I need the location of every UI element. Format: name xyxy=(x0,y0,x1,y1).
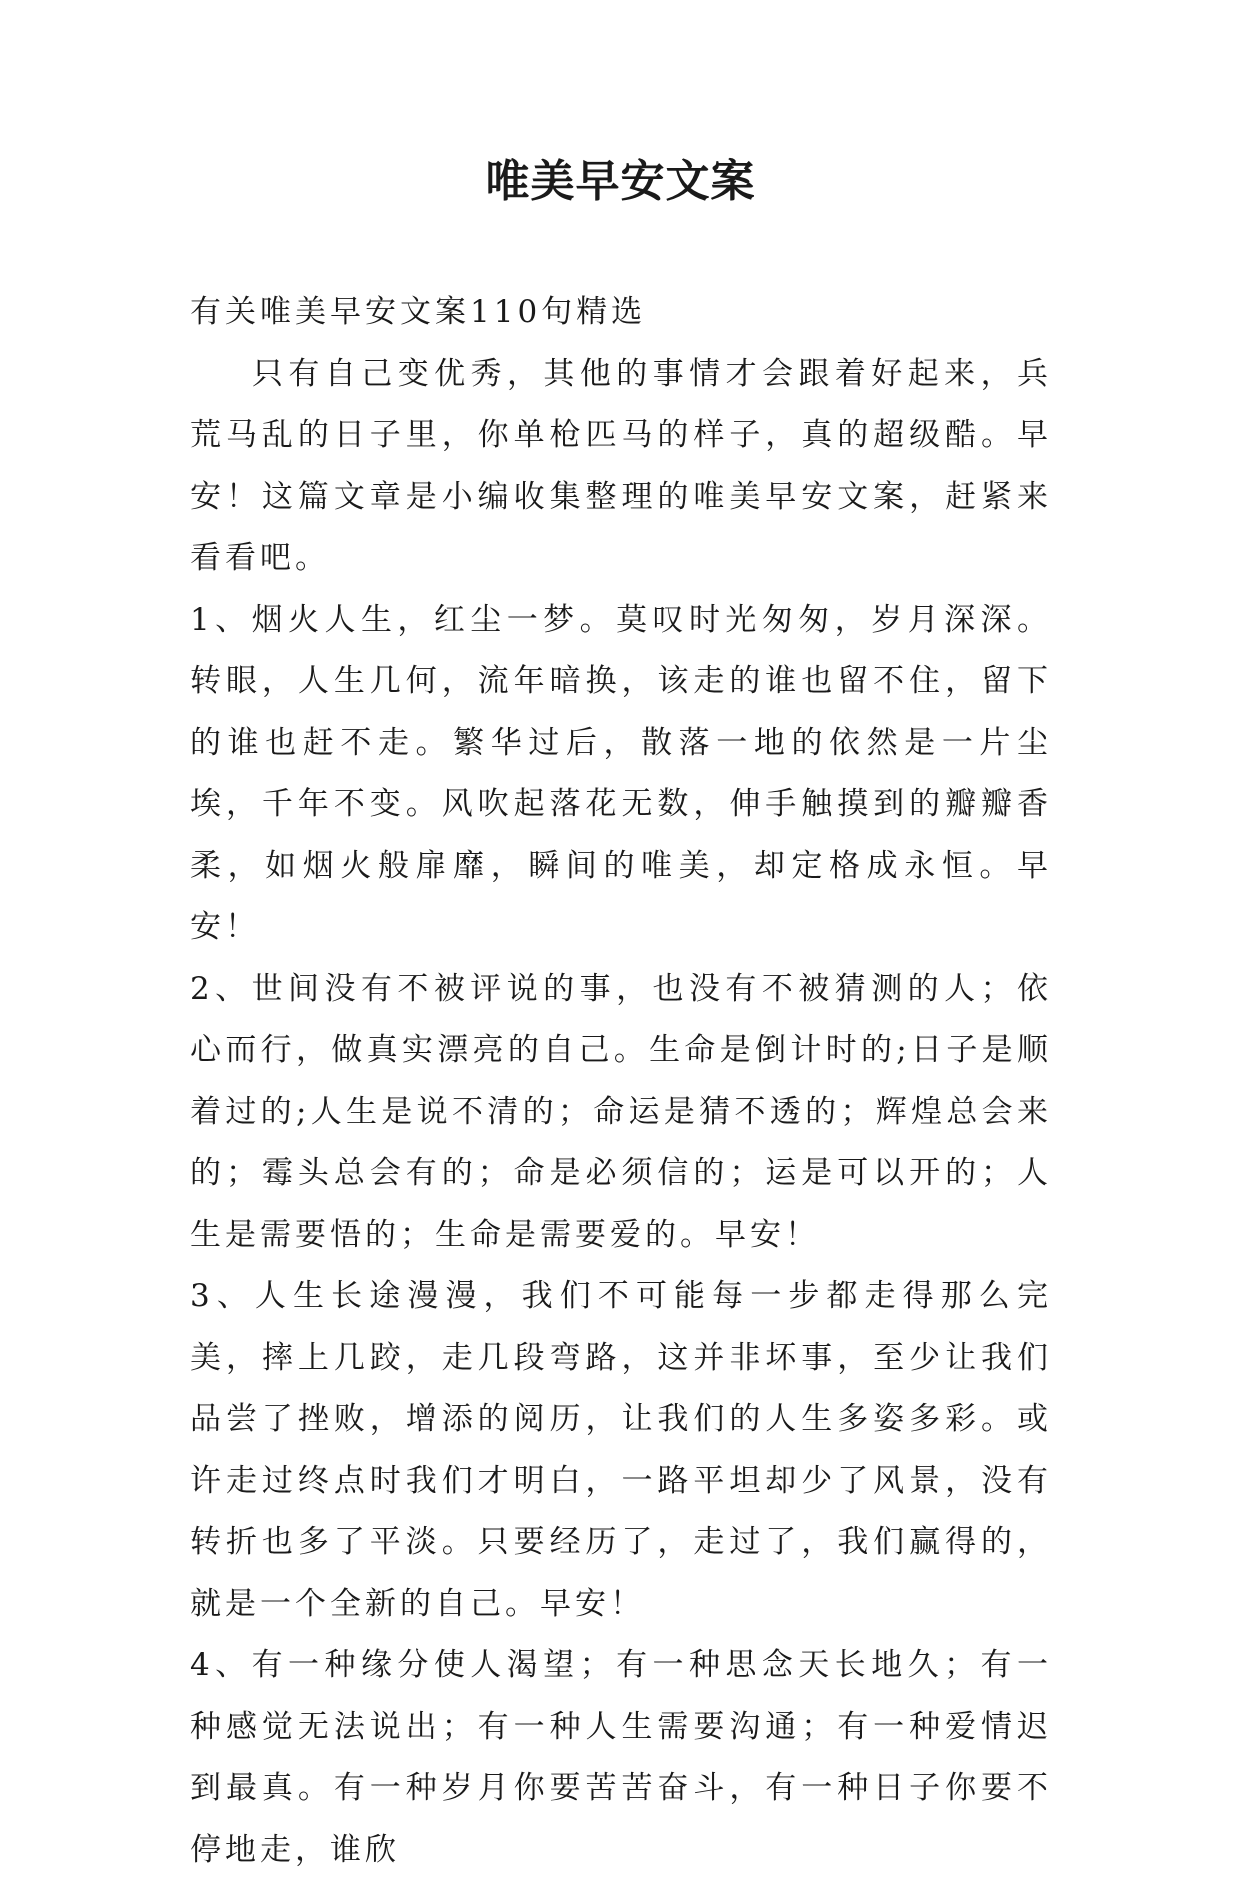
list-item: 2、世间没有不被评说的事，也没有不被猜测的人；依心而行，做真实漂亮的自己。生命是倒计时的;日子是顺着过的;人生是说不清的；命运是猜不透的；辉煌总会来的；霉头总会有的；命是必须信的；运是可以开的；人生是需要悟的；生命是需要爱的。早安！ xyxy=(190,970,1052,1253)
list-item: 3、人生长途漫漫，我们不可能每一步都走得那么完美，摔上几跤，走几段弯路，这并非坏事，至少让我们品尝了挫败，增添的阅历，让我们的人生多姿多彩。或许走过终点时我们才明白，一路平坦却少了风景，没有转折也多了平淡。只要经历了，走过了，我们赢得的，就是一个全新的自己。早安！ xyxy=(190,1278,1052,1622)
intro-paragraph: 只有自己变优秀，其他的事情才会跟着好起来，兵荒马乱的日子里，你单枪匹马的样子，真的超级酷。早安！这篇文章是小编收集整理的唯美早安文案，赶紧来看看吧。 xyxy=(190,355,1052,576)
list-item: 1、烟火人生，红尘一梦。莫叹时光匆匆，岁月深深。转眼，人生几何，流年暗换，该走的谁也留不住，留下的谁也赶不走。繁华过后，散落一地的依然是一片尘埃，千年不变。风吹起落花无数，伸手触摸到的瓣瓣香柔，如烟火般扉靡，瞬间的唯美，却定格成永恒。早安！ xyxy=(190,601,1052,945)
list-item: 4、有一种缘分使人渴望；有一种思念天长地久；有一种感觉无法说出；有一种人生需要沟通；有一种爱情迟到最真。有一种岁月你要苦苦奋斗，有一种日子你要不停地走，谁欣 xyxy=(190,1647,1052,1868)
document-title: 唯美早安文案 xyxy=(485,156,756,207)
document-subtitle: 有关唯美早安文案110句精选 xyxy=(190,294,647,330)
document-body xyxy=(190,282,1052,1881)
